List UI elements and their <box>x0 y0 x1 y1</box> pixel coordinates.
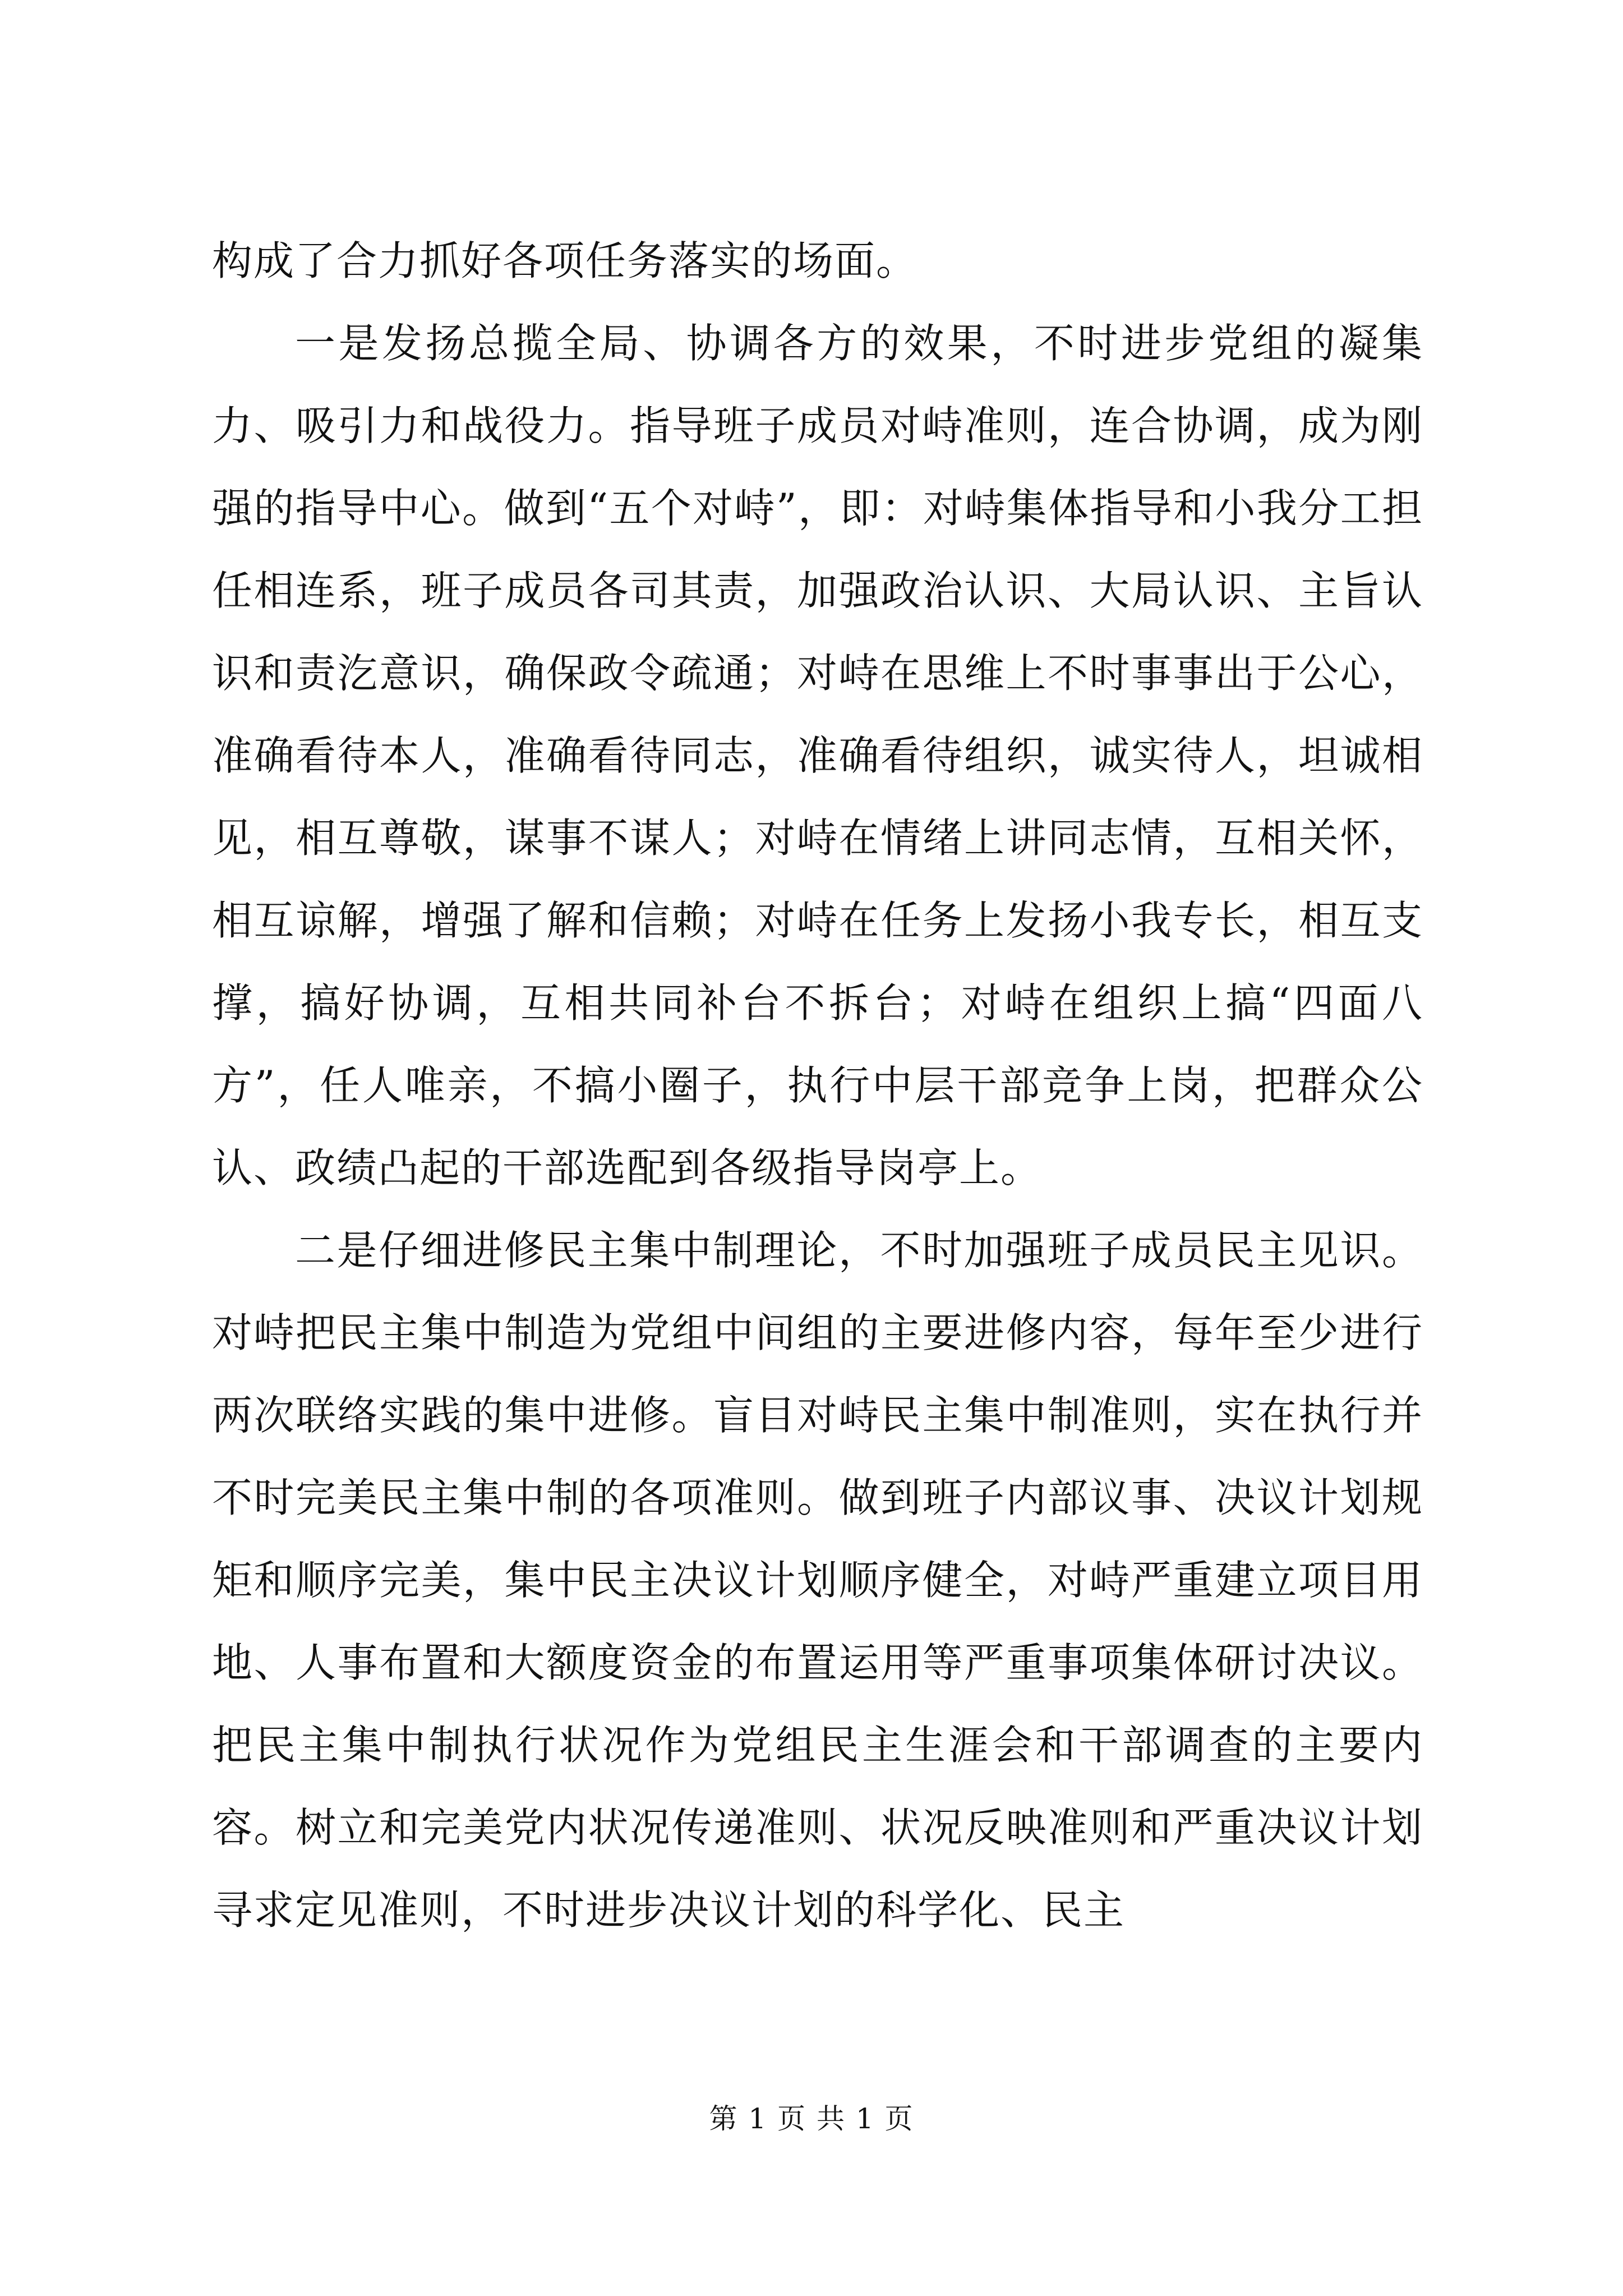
document-body <box>212 220 1423 1952</box>
paragraph-3: 二是仔细进修民主集中制理论，不时加强班子成员民主见识。对峙把民主集中制造为党组中间组的主要进修内容，每年至少进行两次联络实践的集中进修。盲目对峙民主集中制准则，实在执行并不时完美民主集中制的各项准则。做到班子内部议事、决议计划规矩和顺序完美，集中民主决议计划顺序健全，对峙严重建立项目用地、人事布置和大额度资金的布置运用等严重事项集体研讨决议。把民主集中制执行状况作为党组民主生涯会和干部调查的主要内容。树立和完美党内状况传递准则、状况反映准则和严重决议计划寻求定见准则，不时进步决议计划的科学化、民主 <box>212 1227 1423 1934</box>
paragraph-1: 构成了合力抓好各项任务落实的场面。 <box>212 237 918 284</box>
paragraph-2: 一是发扬总揽全局、协调各方的效果，不时进步党组的凝集力、吸引力和战役力。指导班子成员对峙准则，连合协调，成为刚强的指导中心。做到“五个对峙”，即：对峙集体指导和小我分工担任相连系，班子成员各司其责，加强政治认识、大局认识、主旨认识和责汔意识，确保政令疏通；对峙在思维上不时事事出于公心，准确看待本人，准确看待同志，准确看待组织，诚实待人，坦诚相见，相互尊敬，谋事不谋人；对峙在情绪上讲同志情，互相关怀，相互谅解，增强了解和信赖；对峙在任务上发扬小我专长，相互支撑，搞好协调，互相共同补台不拆台；对峙在组织上搞“四面八方”，任人唯亲，不搞小圈子，执行中层干部竞争上岗，把群众公认、政绩凸起的干部选配到各级指导岗亭上。 <box>212 320 1423 1191</box>
page-footer: 第 1 页 共 1 页 <box>709 2102 914 2135</box>
